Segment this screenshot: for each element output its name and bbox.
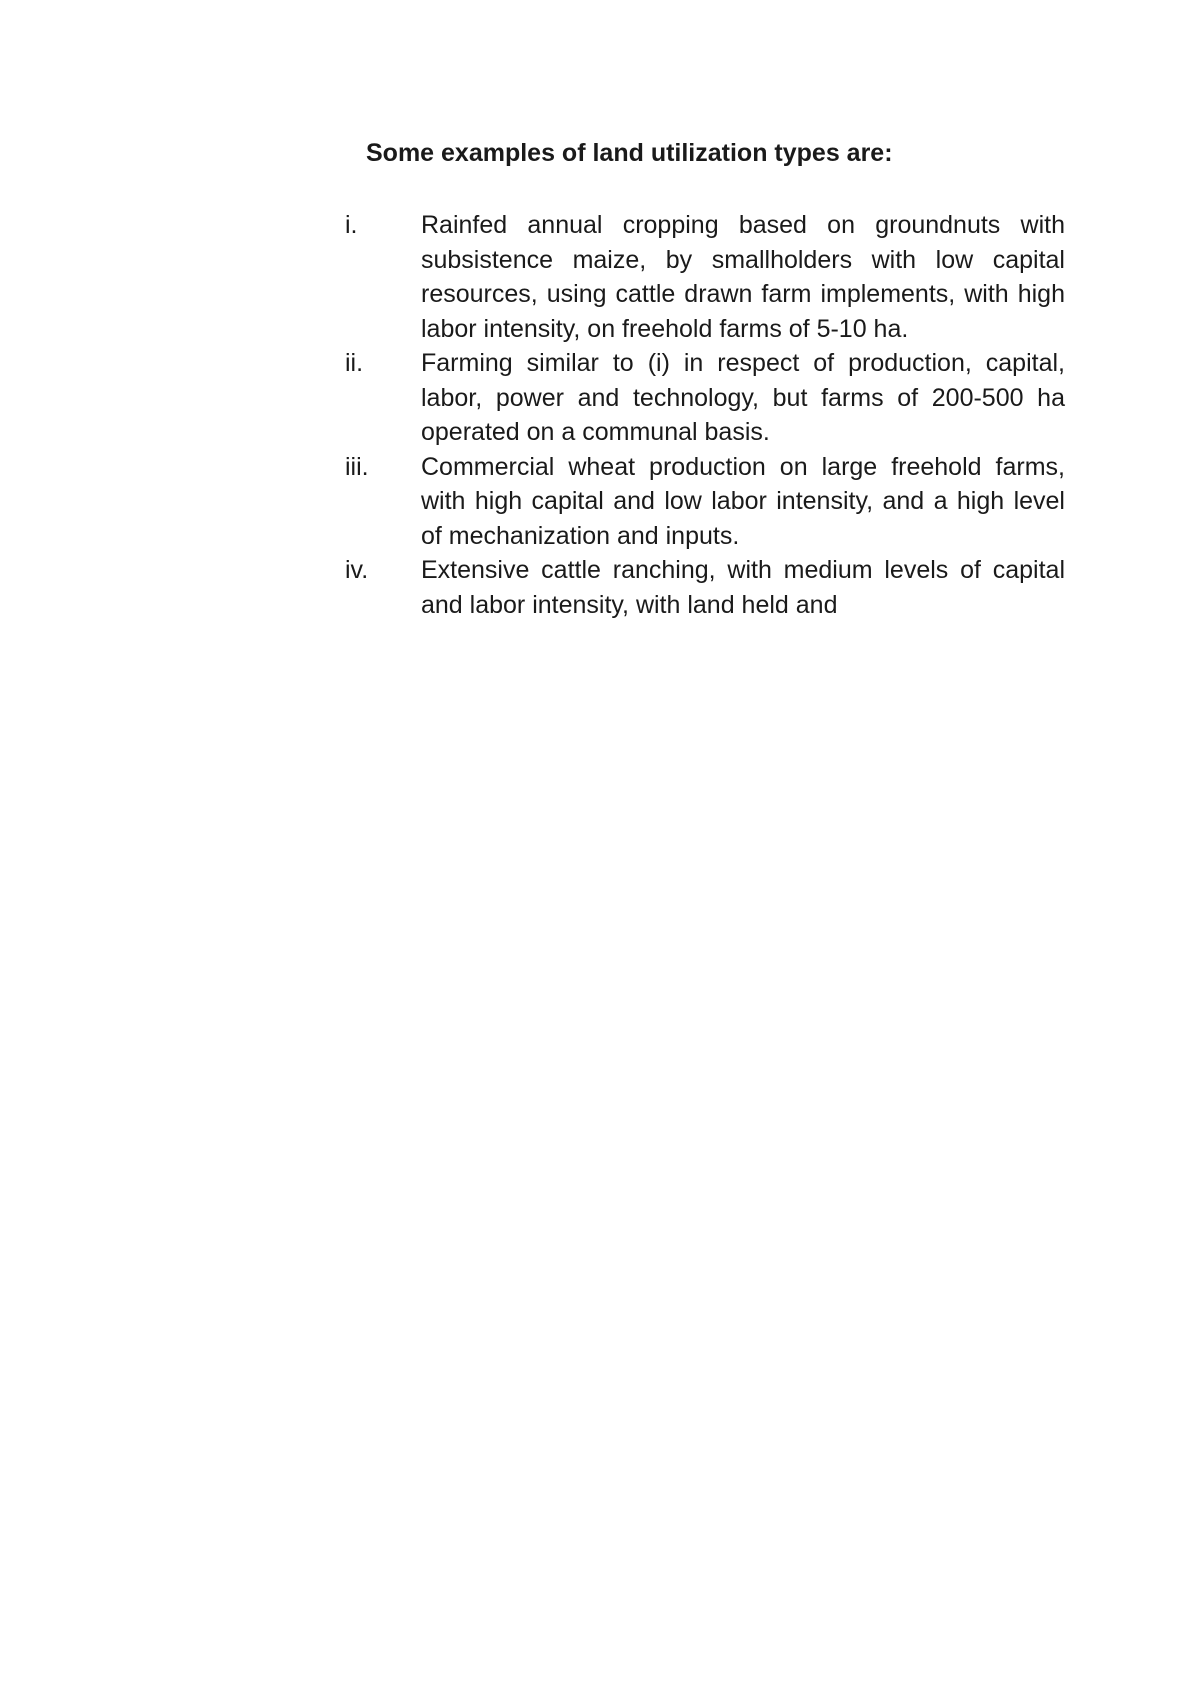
list-item-text: Rainfed annual cropping based on groundnuts with subsistence maize, by smallholders with low capital resources, using cattle drawn farm implements, with high labor intensity, on freehold farms of 5-10 ha. [421, 211, 1065, 343]
list-item [345, 450, 1065, 554]
list-item [345, 553, 1065, 622]
section-heading: Some examples of land utilization types are: [366, 139, 893, 167]
list-item-marker: iv. [345, 556, 369, 584]
list-item [345, 346, 1065, 450]
list-item-text: Extensive cattle ranching, with medium levels of capital and labor intensity, with land held and [421, 556, 1065, 619]
list-item-marker: iii. [345, 452, 369, 481]
list-item-text: Commercial wheat production on large freehold farms, with high capital and low labor intensity, and a high level of mechanization and inputs. [421, 452, 1065, 550]
list-item-marker: i. [345, 211, 358, 239]
list-item-marker: ii. [345, 349, 364, 377]
list-item-text: Farming similar to (i) in respect of production, capital, labor, power and technology, but farms of 200-500 ha operated on a communal basis. [421, 349, 1065, 446]
list-item [345, 208, 1065, 346]
land-utilization-list [345, 208, 1065, 622]
